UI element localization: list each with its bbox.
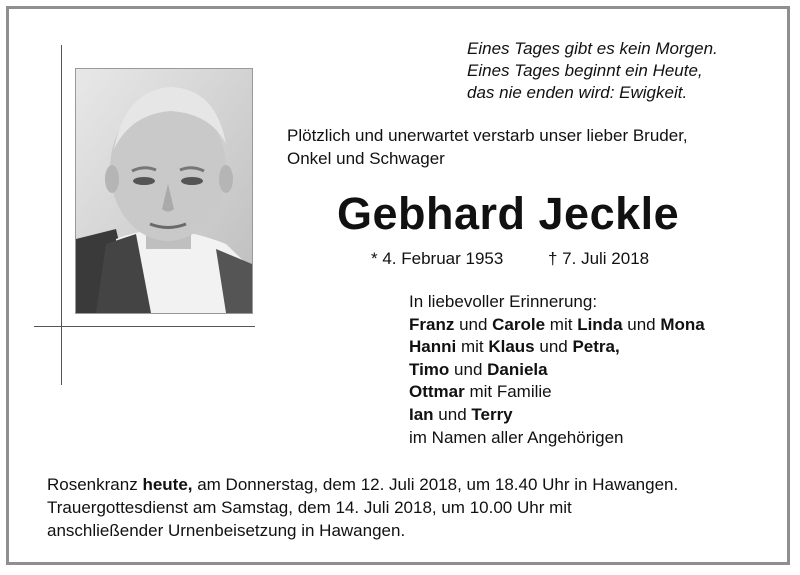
poem-line: Eines Tages gibt es kein Morgen. [467, 39, 718, 58]
service-text: am Donnerstag, dem 12. Juli 2018, um 18.40 Uhr in Hawangen. [192, 475, 679, 494]
service-info [47, 473, 678, 542]
connector-text: und [534, 337, 573, 357]
service-emphasis: heute, [142, 475, 193, 494]
connector-text: und [454, 314, 493, 334]
mourner-name: Daniela [487, 359, 548, 379]
mourners-heading: In liebevoller Erinnerung: [409, 292, 598, 311]
mourner-name: Mona [660, 314, 705, 334]
mourner-name: Klaus [488, 337, 535, 357]
connector-text: mit Familie [464, 382, 552, 402]
poem-line: Eines Tages beginnt ein Heute, [467, 61, 703, 80]
death-date: † 7. Juli 2018 [548, 249, 650, 268]
connector-text: und [622, 314, 661, 334]
intro-line: Plötzlich und unerwartet verstarb unser lieber Bruder, [287, 126, 688, 145]
birth-date: * 4. Februar 1953 [371, 249, 504, 268]
mourner-name: Hanni [409, 337, 457, 357]
mourner-line [409, 381, 705, 404]
decorative-vertical-line [61, 45, 62, 385]
mourner-name: Carole [492, 314, 546, 334]
portrait-photo [75, 68, 253, 314]
mourners-closing: im Namen aller Angehörigen [409, 427, 624, 447]
mourner-name: Petra, [572, 337, 620, 357]
mourner-name: Ian [409, 404, 434, 424]
service-text: Rosenkranz [47, 475, 143, 494]
mourner-line [409, 404, 705, 427]
mourners-list [409, 291, 705, 449]
announcement-intro [287, 124, 688, 170]
mourner-name: Timo [409, 359, 450, 379]
mourner-name: Terry [471, 404, 513, 424]
deceased-name: Gebhard Jeckle [337, 188, 680, 239]
mourner-name: Linda [577, 314, 623, 334]
mourner-line [409, 359, 705, 382]
decorative-horizontal-line [34, 326, 255, 327]
service-line: Trauergottesdienst am Samstag, dem 14. Juli 2018, um 10.00 Uhr mit [47, 498, 572, 517]
connector-text: und [449, 359, 488, 379]
mourner-name: Ottmar [409, 382, 465, 402]
intro-line: Onkel und Schwager [287, 149, 445, 168]
service-line [47, 473, 678, 496]
mourner-name: Franz [409, 314, 455, 334]
mourner-line [409, 336, 705, 359]
connector-text: mit [545, 314, 578, 334]
poem [467, 38, 718, 104]
service-line: anschließender Urnenbeisetzung in Hawangen. [47, 521, 406, 540]
connector-text: mit [456, 337, 489, 357]
mourner-line [409, 314, 705, 337]
poem-line: das nie enden wird: Ewigkeit. [467, 83, 688, 102]
connector-text: und [433, 404, 472, 424]
